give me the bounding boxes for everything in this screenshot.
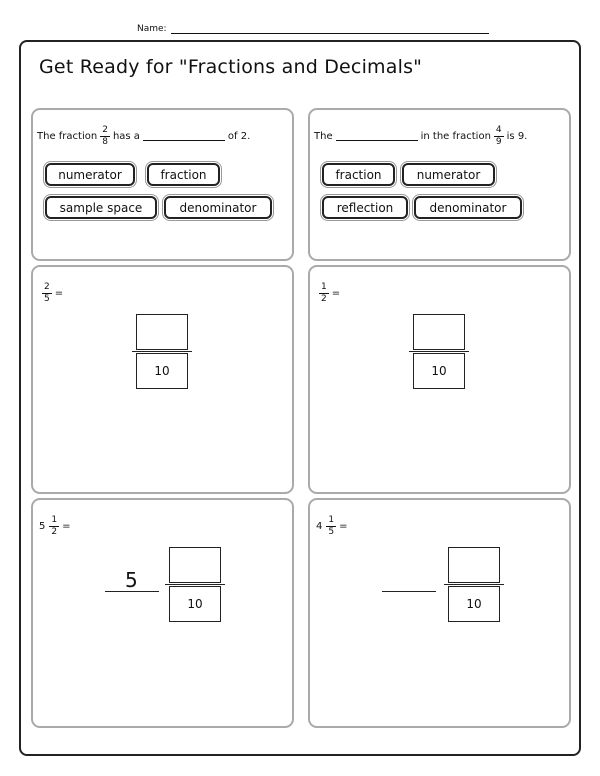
- fraction-numerator: 2: [102, 125, 108, 135]
- question-card-3: [31, 265, 294, 494]
- sentence-text: The: [314, 131, 333, 142]
- problem-prompt: [39, 283, 63, 304]
- numerator-answer-box[interactable]: [169, 547, 221, 583]
- fraction-numerator: 4: [495, 125, 502, 135]
- sentence-text: The fraction: [37, 131, 98, 142]
- fraction-bar: [444, 584, 504, 585]
- page-title: Get Ready for "Fractions and Decimals": [39, 56, 423, 78]
- fraction-numerator: 1: [328, 515, 335, 525]
- problem-prompt: [316, 283, 340, 304]
- name-input-line[interactable]: [171, 24, 489, 34]
- denominator-box: 10: [448, 586, 500, 622]
- answer-blank[interactable]: [336, 132, 418, 141]
- fraction-denominator: 9: [495, 137, 502, 147]
- fraction-denominator: 5: [44, 294, 50, 304]
- fraction: [319, 283, 329, 304]
- numerator-answer-box[interactable]: [448, 547, 500, 583]
- fraction-bar: [132, 351, 192, 352]
- fraction-denominator: 8: [102, 137, 108, 147]
- fraction: [42, 283, 52, 304]
- name-field: [137, 24, 489, 34]
- fraction-denominator: 5: [328, 527, 335, 537]
- answer-blank[interactable]: [143, 132, 225, 141]
- sentence-text: of 2.: [227, 131, 251, 142]
- fraction: [100, 126, 110, 147]
- fraction-numerator: 1: [51, 515, 58, 525]
- sentence-text: in the fraction: [420, 131, 491, 142]
- question-sentence: [314, 126, 527, 147]
- denominator-box: 10: [136, 353, 188, 389]
- numerator-answer-box[interactable]: [413, 314, 465, 350]
- fraction: [326, 516, 336, 537]
- whole-number-answer-line[interactable]: [382, 591, 436, 592]
- name-label: Name:: [137, 24, 167, 34]
- denominator-box: 10: [413, 353, 465, 389]
- question-card-5: [31, 498, 294, 728]
- fraction: [494, 126, 504, 147]
- fraction-denominator: 2: [321, 294, 327, 304]
- question-card-2: [308, 108, 571, 261]
- fraction-bar: [409, 351, 469, 352]
- option-button[interactable]: sample space: [45, 196, 157, 219]
- answer-whole-number: 5: [125, 568, 138, 592]
- option-button[interactable]: numerator: [402, 163, 495, 186]
- question-card-4: [308, 265, 571, 494]
- sentence-text: is 9.: [506, 131, 528, 142]
- whole-number-line: [105, 591, 159, 592]
- fraction: [49, 516, 59, 537]
- equals-sign: =: [62, 521, 71, 532]
- fraction-denominator: 2: [51, 527, 58, 537]
- fraction-bar: [165, 584, 225, 585]
- equals-sign: =: [331, 288, 341, 299]
- whole-number: 5: [39, 521, 46, 532]
- denominator-box: 10: [169, 586, 221, 622]
- option-button[interactable]: fraction: [147, 163, 220, 186]
- worksheet: [19, 40, 581, 756]
- equals-sign: =: [54, 288, 64, 299]
- sentence-text: has a: [112, 131, 140, 142]
- problem-prompt: [39, 516, 71, 537]
- option-button[interactable]: denominator: [414, 196, 522, 219]
- option-button[interactable]: reflection: [322, 196, 408, 219]
- option-button[interactable]: numerator: [45, 163, 135, 186]
- problem-prompt: [316, 516, 348, 537]
- equals-sign: =: [339, 521, 348, 532]
- whole-number: 4: [316, 521, 323, 532]
- fraction-numerator: 1: [321, 282, 327, 292]
- option-button[interactable]: denominator: [164, 196, 272, 219]
- question-sentence: [37, 126, 250, 147]
- question-card-6: [308, 498, 571, 728]
- question-card-1: [31, 108, 294, 261]
- numerator-answer-box[interactable]: [136, 314, 188, 350]
- fraction-numerator: 2: [44, 282, 50, 292]
- option-button[interactable]: fraction: [322, 163, 395, 186]
